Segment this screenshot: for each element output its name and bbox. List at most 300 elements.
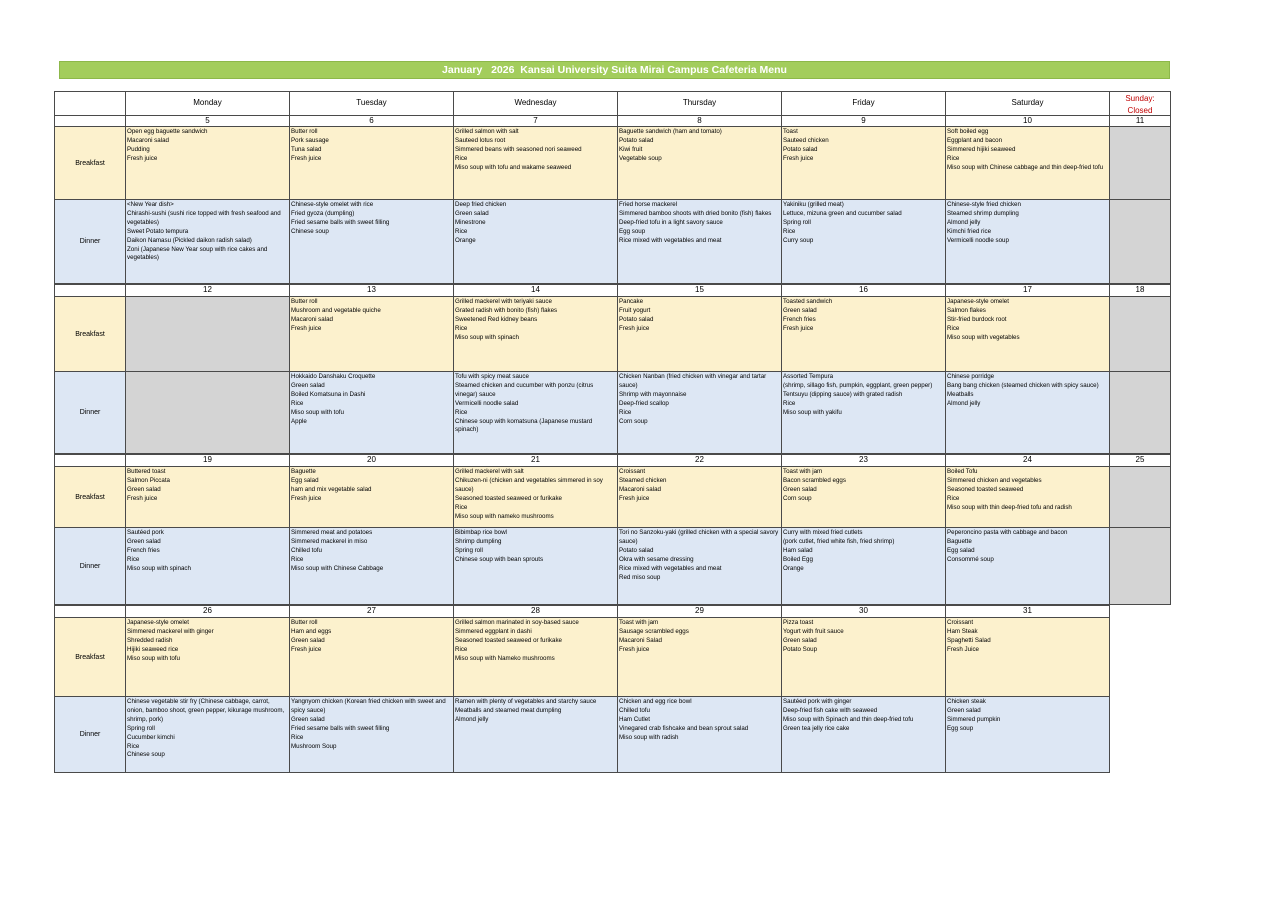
menu-item: Simmered pumpkin xyxy=(947,715,1001,723)
menu-item: Rice xyxy=(783,227,796,235)
menu-item: Spaghetti Salad xyxy=(947,636,991,644)
menu-item: Miso soup with Chinese cabbage and thin deep-fried tofu xyxy=(947,163,1104,171)
menu-item: Pork sausage xyxy=(291,136,329,144)
breakfast-menu-cell xyxy=(453,126,618,200)
menu-item: Boiled Tofu xyxy=(947,468,978,475)
menu-item: Fresh juice xyxy=(291,154,322,162)
menu-item: Pancake xyxy=(619,298,644,305)
menu-item: Shrimp dumpling xyxy=(455,537,502,545)
menu-item: Miso soup with nameko mushrooms xyxy=(455,512,554,520)
menu-item: Simmered chicken and vegetables xyxy=(947,476,1042,484)
menu-item: Green salad xyxy=(291,381,325,389)
breakfast-menu-cell xyxy=(781,466,946,528)
menu-item: Curry soup xyxy=(783,236,814,244)
menu-item: Chinese vegetable stir fry (Chinese cabbage, carrot, onion, bamboo shoot, green pepper, kikurage mushroom, shrimp, pork) xyxy=(127,698,285,723)
dinner-menu-cell xyxy=(125,199,290,284)
menu-item: Miso soup with Nameko mushrooms xyxy=(455,654,555,662)
menu-item: Steamed chicken xyxy=(619,476,667,484)
menu-item: Fresh juice xyxy=(783,324,814,332)
menu-item: Ham Cutlet xyxy=(619,715,650,723)
menu-item: Miso soup with tofu xyxy=(291,408,344,416)
date-cell: 14 xyxy=(453,284,618,297)
date-cell: 25 xyxy=(1109,454,1171,467)
menu-item: Chirashi-sushi (sushi rice topped with fresh seafood and vegetables) xyxy=(127,209,281,226)
menu-item: Tentsuyu (dipping sauce) with grated radish xyxy=(783,390,903,398)
day-header-monday: Monday xyxy=(125,91,290,116)
dinner-menu-cell xyxy=(945,527,1110,605)
menu-item: Chilled tofu xyxy=(291,546,322,554)
dinner-menu-cell xyxy=(125,527,290,605)
menu-item: Vinegared crab fishcake and bean sprout salad xyxy=(619,724,749,732)
menu-item: Butter roll xyxy=(291,128,318,135)
date-cell: 6 xyxy=(289,115,454,127)
menu-item: Rice xyxy=(619,408,632,416)
menu-item: Simmered bamboo shoots with dried bonito (fish) flakes xyxy=(619,209,772,217)
dinner-menu-cell xyxy=(781,696,946,773)
menu-item: Red miso soup xyxy=(619,573,661,581)
breakfast-menu-cell xyxy=(289,617,454,697)
menu-item: Baguette xyxy=(291,468,316,475)
menu-item: Potato salad xyxy=(783,145,818,153)
menu-item: Minestrone xyxy=(455,218,486,226)
menu-item: Curry with mixed fried cutlets xyxy=(783,529,863,536)
menu-item: Butter roll xyxy=(291,298,318,305)
menu-item: Cucumber kimchi xyxy=(127,733,175,741)
dinner-menu-cell xyxy=(617,199,782,284)
day-header-saturday: Saturday xyxy=(945,91,1110,116)
menu-item: Mushroom and vegetable quiche xyxy=(291,306,381,314)
dinner-menu-cell xyxy=(289,371,454,454)
menu-item: Hokkaido Danshaku Croquette xyxy=(291,373,376,380)
menu-item: Lettuce, mizuna green and cucumber salad xyxy=(783,209,902,217)
date-cell: 7 xyxy=(453,115,618,127)
menu-item: Chinese porridge xyxy=(947,373,995,380)
menu-item: Green salad xyxy=(783,636,817,644)
menu-item: Green salad xyxy=(947,706,981,714)
menu-item: Rice xyxy=(127,555,140,563)
breakfast-menu-cell xyxy=(945,466,1110,528)
menu-item: Bibimbap rice bowl xyxy=(455,529,507,536)
menu-item: Miso soup with vegetables xyxy=(947,333,1020,341)
menu-item: Rice xyxy=(291,555,304,563)
menu-item: Rice xyxy=(783,399,796,407)
menu-item: Salmon flakes xyxy=(947,306,986,314)
menu-item: Bacon scrambled eggs xyxy=(783,476,846,484)
menu-item: Fresh juice xyxy=(291,494,322,502)
menu-item: Sweetened Red kidney beans xyxy=(455,315,538,323)
menu-item: Deep fried chicken xyxy=(455,201,507,208)
menu-item: Butter roll xyxy=(291,619,318,626)
menu-item: Open egg baguette sandwich xyxy=(127,128,208,135)
day-header-friday: Friday xyxy=(781,91,946,116)
menu-item: Miso soup with spinach xyxy=(455,333,519,341)
menu-item: Corn soup xyxy=(783,494,812,502)
menu-item: Apple xyxy=(291,417,307,425)
menu-item: Almond jelly xyxy=(947,218,981,226)
menu-item: Fresh juice xyxy=(291,324,322,332)
menu-item: Egg soup xyxy=(619,227,646,235)
breakfast-label: Breakfast xyxy=(54,296,126,372)
sunday-closed-cell xyxy=(1109,527,1171,605)
menu-item: Chicken steak xyxy=(947,698,986,705)
breakfast-menu-cell xyxy=(453,617,618,697)
menu-item: Ham salad xyxy=(783,546,813,554)
menu-item: Fried sesame balls with sweet filling xyxy=(291,218,390,226)
day-header-tuesday: Tuesday xyxy=(289,91,454,116)
sunday-header-line: Sunday: xyxy=(1125,94,1155,103)
menu-item: Grilled mackerel with salt xyxy=(455,468,524,475)
date-cell: 28 xyxy=(453,605,618,618)
dinner-menu-cell xyxy=(453,371,618,454)
menu-item: Orange xyxy=(783,564,804,572)
breakfast-menu-cell xyxy=(781,617,946,697)
menu-item: Fresh Juice xyxy=(947,645,979,653)
dinner-menu-cell xyxy=(125,696,290,773)
menu-item: Rice xyxy=(127,742,140,750)
menu-item: Sautéed pork with ginger xyxy=(783,698,852,705)
menu-item: Yakiniku (grilled meat) xyxy=(783,201,844,208)
menu-item: Miso soup with thin deep-fried tofu and radish xyxy=(947,503,1072,511)
menu-item: Potato Soup xyxy=(783,645,818,653)
menu-item: Baguette sandwich (ham and tomato) xyxy=(619,128,722,135)
breakfast-menu-cell xyxy=(453,466,618,528)
menu-item: ham and mix vegetable salad xyxy=(291,485,372,493)
menu-item: Sautéed pork xyxy=(127,529,164,536)
breakfast-menu-cell xyxy=(125,126,290,200)
menu-item: Croissant xyxy=(947,619,974,626)
menu-item: Toasted sandwich xyxy=(783,298,833,305)
date-cell: 5 xyxy=(125,115,290,127)
menu-item: Fresh juice xyxy=(127,494,158,502)
date-cell: 13 xyxy=(289,284,454,297)
menu-item: Miso soup with Spinach and thin deep-fried tofu xyxy=(783,715,914,723)
menu-item: Rice xyxy=(291,733,304,741)
menu-item: Deep-fried scallop xyxy=(619,399,669,407)
date-cell: 12 xyxy=(125,284,290,297)
menu-item: Consommé soup xyxy=(947,555,994,563)
date-cell: 16 xyxy=(781,284,946,297)
menu-item: Tofu with spicy meat sauce xyxy=(455,373,529,380)
menu-item: Chilled tofu xyxy=(619,706,650,714)
breakfast-menu-cell xyxy=(617,126,782,200)
sunday-closed-cell xyxy=(1109,296,1171,372)
menu-item: Miso soup with radish xyxy=(619,733,679,741)
menu-item: Macaroni salad xyxy=(127,136,169,144)
menu-item: Rice xyxy=(455,154,468,162)
breakfast-menu-cell xyxy=(617,296,782,372)
menu-item: Macaroni Salad xyxy=(619,636,662,644)
dinner-menu-cell xyxy=(781,371,946,454)
menu-item: Corn soup xyxy=(619,417,648,425)
day-header-thursday: Thursday xyxy=(617,91,782,116)
menu-item: Green salad xyxy=(127,537,161,545)
date-cell: 30 xyxy=(781,605,946,618)
menu-item: Seasoned toasted seaweed or furikake xyxy=(455,636,562,644)
menu-item: Potato salad xyxy=(619,136,654,144)
menu-item: Pudding xyxy=(127,145,150,153)
breakfast-menu-cell xyxy=(289,126,454,200)
breakfast-menu-cell xyxy=(289,296,454,372)
menu-item: Salmon Piccata xyxy=(127,476,170,484)
menu-item: Kiwi fruit xyxy=(619,145,643,153)
menu-item: Fried gyoza (dumpling) xyxy=(291,209,355,217)
menu-item: Simmered meat and potatoes xyxy=(291,529,373,536)
menu-item: Okra with sesame dressing xyxy=(619,555,694,563)
menu-item: Shrimp with mayonnaise xyxy=(619,390,687,398)
breakfast-label: Breakfast xyxy=(54,126,126,200)
menu-item: Green salad xyxy=(455,209,489,217)
menu-item: Ramen with plenty of vegetables and starchy sauce xyxy=(455,698,597,705)
menu-item: Boiled Egg xyxy=(783,555,813,563)
menu-item: Rice mixed with vegetables and meat xyxy=(619,236,722,244)
breakfast-menu-cell xyxy=(945,617,1110,697)
day-header-wednesday: Wednesday xyxy=(453,91,618,116)
menu-item: (pork cutlet, fried white fish, fried shrimp) xyxy=(783,537,895,545)
dinner-menu-cell xyxy=(781,527,946,605)
dinner-menu-cell xyxy=(125,371,290,454)
date-cell: 10 xyxy=(945,115,1110,127)
breakfast-menu-cell xyxy=(125,617,290,697)
menu-item: Boiled Komatsuna in Dashi xyxy=(291,390,366,398)
sunday-closed-cell xyxy=(1109,371,1171,454)
menu-item: Fresh juice xyxy=(291,645,322,653)
menu-item: Soft boiled egg xyxy=(947,128,989,135)
menu-item: Miso soup with tofu and wakame seaweed xyxy=(455,163,572,171)
menu-item: Fresh juice xyxy=(619,494,650,502)
menu-item: Miso soup with spinach xyxy=(127,564,191,572)
menu-item: Japanese-style omelet xyxy=(947,298,1009,305)
menu-item: Almond jelly xyxy=(947,399,981,407)
menu-item: Miso soup with yakifu xyxy=(783,408,842,416)
menu-item: Sauteed chicken xyxy=(783,136,829,144)
menu-item: Fried sesame balls with sweet filling xyxy=(291,724,390,732)
dinner-menu-cell xyxy=(289,199,454,284)
menu-item: Chinese-style omelet with rice xyxy=(291,201,374,208)
menu-item: Almond jelly xyxy=(455,715,489,723)
sunday-closed-cell xyxy=(1109,466,1171,528)
menu-item: French fries xyxy=(127,546,160,554)
menu-item: Rice xyxy=(455,645,468,653)
menu-item: Green salad xyxy=(127,485,161,493)
menu-item: Meatballs and steamed meat dumpling xyxy=(455,706,562,714)
breakfast-menu-cell xyxy=(781,126,946,200)
menu-item: Simmered mackerel with ginger xyxy=(127,627,214,635)
menu-item: Deep-fried fish cake with seaweed xyxy=(783,706,878,714)
breakfast-label: Breakfast xyxy=(54,617,126,697)
menu-item: Pizza toast xyxy=(783,619,814,626)
dinner-label: Dinner xyxy=(54,696,126,773)
menu-item: Buttered toast xyxy=(127,468,166,475)
sunday-closed-header xyxy=(1109,91,1171,116)
breakfast-menu-cell xyxy=(945,126,1110,200)
menu-item: Egg salad xyxy=(947,546,975,554)
menu-item: Japanese-style omelet xyxy=(127,619,189,626)
menu-item: Rice xyxy=(947,494,960,502)
menu-item: Rice mixed with vegetables and meat xyxy=(619,564,722,572)
menu-item: Macaroni salad xyxy=(291,315,333,323)
dinner-menu-cell xyxy=(289,527,454,605)
menu-item: Rice xyxy=(947,324,960,332)
menu-item: Chinese soup with komatsuna (Japanese mustard spinach) xyxy=(455,417,593,434)
breakfast-menu-cell xyxy=(453,296,618,372)
menu-item: Chicken Nanban (fried chicken with vinegar and tartar sauce) xyxy=(619,373,767,389)
menu-item: Tori no Sanzoku-yaki (grilled chicken with a special savory sauce) xyxy=(619,529,779,545)
dinner-menu-cell xyxy=(617,527,782,605)
menu-item: Rice xyxy=(947,154,960,162)
breakfast-menu-cell xyxy=(617,466,782,528)
sunday-closed-cell xyxy=(1109,126,1171,200)
date-cell: 23 xyxy=(781,454,946,467)
menu-item: Zoni (Japanese New Year soup with rice cakes and vegetables) xyxy=(127,245,268,262)
menu-item: Vegetable soup xyxy=(619,154,662,162)
breakfast-menu-cell xyxy=(125,466,290,528)
sunday-header-line: Closed xyxy=(1127,106,1153,115)
date-cell: 9 xyxy=(781,115,946,127)
menu-item: Fresh juice xyxy=(619,645,650,653)
menu-item: Sauteed lotus root xyxy=(455,136,506,144)
menu-item: Spring roll xyxy=(455,546,483,554)
menu-item: Grilled salmon marinated in soy-based sauce xyxy=(455,619,579,626)
menu-item: Fresh juice xyxy=(619,324,650,332)
menu-item: Fresh juice xyxy=(783,154,814,162)
menu-item: Hijiki seaweed rice xyxy=(127,645,179,653)
menu-item: Mushroom Soup xyxy=(291,742,337,750)
breakfast-menu-cell xyxy=(289,466,454,528)
menu-item: Shredded radish xyxy=(127,636,173,644)
dinner-label: Dinner xyxy=(54,371,126,454)
menu-item: Assorted Tempura xyxy=(783,373,834,380)
menu-item: Egg salad xyxy=(291,476,319,484)
menu-item: Chinese soup xyxy=(291,227,329,235)
dinner-menu-cell xyxy=(453,696,618,773)
menu-item: Simmered hijiki seaweed xyxy=(947,145,1016,153)
date-cell: 21 xyxy=(453,454,618,467)
menu-item: Simmered eggplant in dashi xyxy=(455,627,532,635)
menu-item: Chikuzen-ni (chicken and vegetables simmered in soy sauce) xyxy=(455,476,603,493)
menu-item: Baguette xyxy=(947,537,972,545)
breakfast-menu-cell xyxy=(945,296,1110,372)
menu-item: French fries xyxy=(783,315,816,323)
date-cell: 27 xyxy=(289,605,454,618)
menu-item: Potato salad xyxy=(619,546,654,554)
menu-item: Rice xyxy=(455,227,468,235)
menu-item: Daikon Namasu (Pickled daikon radish salad) xyxy=(127,236,252,244)
menu-item: Steamed shrimp dumpling xyxy=(947,209,1019,217)
breakfast-menu-cell xyxy=(617,617,782,697)
breakfast-menu-cell xyxy=(781,296,946,372)
menu-item: Yogurt with fruit sauce xyxy=(783,627,844,635)
menu-item: Simmered beans with seasoned nori seaweed xyxy=(455,145,582,153)
menu-item: Grated radish with bonito (fish) flakes xyxy=(455,306,558,314)
menu-item: Chinese-style fried chicken xyxy=(947,201,1021,208)
menu-item: Macaroni salad xyxy=(619,485,661,493)
date-cell: 20 xyxy=(289,454,454,467)
date-cell: 8 xyxy=(617,115,782,127)
menu-item: Yangnyom chicken (Korean fried chicken with sweet and spicy sauce) xyxy=(291,698,446,714)
menu-item: Simmered mackerel in miso xyxy=(291,537,368,545)
menu-item: Ham Steak xyxy=(947,627,978,635)
menu-item: Toast with jam xyxy=(619,619,659,626)
menu-item: Green tea jelly rice cake xyxy=(783,724,850,732)
dinner-menu-cell xyxy=(617,371,782,454)
breakfast-menu-cell xyxy=(125,296,290,372)
menu-item: Toast with jam xyxy=(783,468,823,475)
menu-item: Potato salad xyxy=(619,315,654,323)
date-cell: 29 xyxy=(617,605,782,618)
date-cell: 15 xyxy=(617,284,782,297)
menu-item: Deep-fried tofu in a light savory sauce xyxy=(619,218,723,226)
menu-item: Fruit yogurt xyxy=(619,306,651,314)
menu-item: Fresh juice xyxy=(127,154,158,162)
menu-item: Bang bang chicken (steamed chicken with spicy sauce) xyxy=(947,381,1099,389)
dinner-menu-cell xyxy=(617,696,782,773)
menu-item: Green salad xyxy=(291,636,325,644)
menu-item: Toast xyxy=(783,128,798,135)
header-corner xyxy=(54,91,126,116)
menu-title: January 2026 Kansai University Suita Mirai Campus Cafeteria Menu xyxy=(59,61,1170,79)
dinner-menu-cell xyxy=(781,199,946,284)
menu-item: Green salad xyxy=(783,485,817,493)
menu-item: Sweet Potato tempura xyxy=(127,227,189,235)
menu-item: Miso soup with Chinese Cabbage xyxy=(291,564,384,572)
menu-item: Chinese soup with bean sprouts xyxy=(455,555,544,563)
date-cell: 17 xyxy=(945,284,1110,297)
date-cell: 22 xyxy=(617,454,782,467)
menu-item: <New Year dish> xyxy=(127,201,174,208)
dinner-label: Dinner xyxy=(54,199,126,284)
menu-item: Rice xyxy=(455,408,468,416)
menu-item: Seasoned toasted seaweed or furikake xyxy=(455,494,562,502)
menu-item: Spring roll xyxy=(127,724,155,732)
menu-item: Kimchi fried rice xyxy=(947,227,992,235)
menu-item: Orange xyxy=(455,236,476,244)
menu-item: Spring roll xyxy=(783,218,811,226)
menu-item: Stir-fried burdock root xyxy=(947,315,1007,323)
date-cell: 24 xyxy=(945,454,1110,467)
menu-item: Rice xyxy=(291,399,304,407)
menu-item: Grilled salmon with salt xyxy=(455,128,519,135)
menu-item: Fried horse mackerel xyxy=(619,201,678,208)
menu-item: Croissant xyxy=(619,468,646,475)
date-cell: 31 xyxy=(945,605,1110,618)
menu-item: Vermicelli noodle salad xyxy=(455,399,519,407)
menu-item: Chicken and egg rice bowl xyxy=(619,698,692,705)
menu-item: Miso soup with tofu xyxy=(127,654,180,662)
menu-item: Rice xyxy=(455,503,468,511)
dinner-menu-cell xyxy=(945,696,1110,773)
menu-item: Egg soup xyxy=(947,724,974,732)
menu-item: Tuna salad xyxy=(291,145,322,153)
breakfast-label: Breakfast xyxy=(54,466,126,528)
menu-item: Rice xyxy=(455,324,468,332)
menu-item: Sausage scrambled eggs xyxy=(619,627,689,635)
date-cell: 26 xyxy=(125,605,290,618)
dinner-label: Dinner xyxy=(54,527,126,605)
dinner-menu-cell xyxy=(945,199,1110,284)
menu-item: Chinese soup xyxy=(127,751,165,759)
dinner-menu-cell xyxy=(289,696,454,773)
dinner-menu-cell xyxy=(945,371,1110,454)
menu-item: Vermicelli noodle soup xyxy=(947,236,1009,244)
date-cell: 11 xyxy=(1109,115,1171,127)
menu-item: Green salad xyxy=(783,306,817,314)
dinner-menu-cell xyxy=(453,527,618,605)
menu-item: (shrimp, sillago fish, pumpkin, eggplant, green pepper) xyxy=(783,381,933,389)
menu-item: Steamed chicken and cucumber with ponzu (citrus vinegar) sauce xyxy=(455,381,594,398)
menu-item: Grilled mackerel with teriyaki sauce xyxy=(455,298,552,305)
menu-item: Eggplant and bacon xyxy=(947,136,1003,144)
menu-item: Seasoned toasted seaweed xyxy=(947,485,1024,493)
